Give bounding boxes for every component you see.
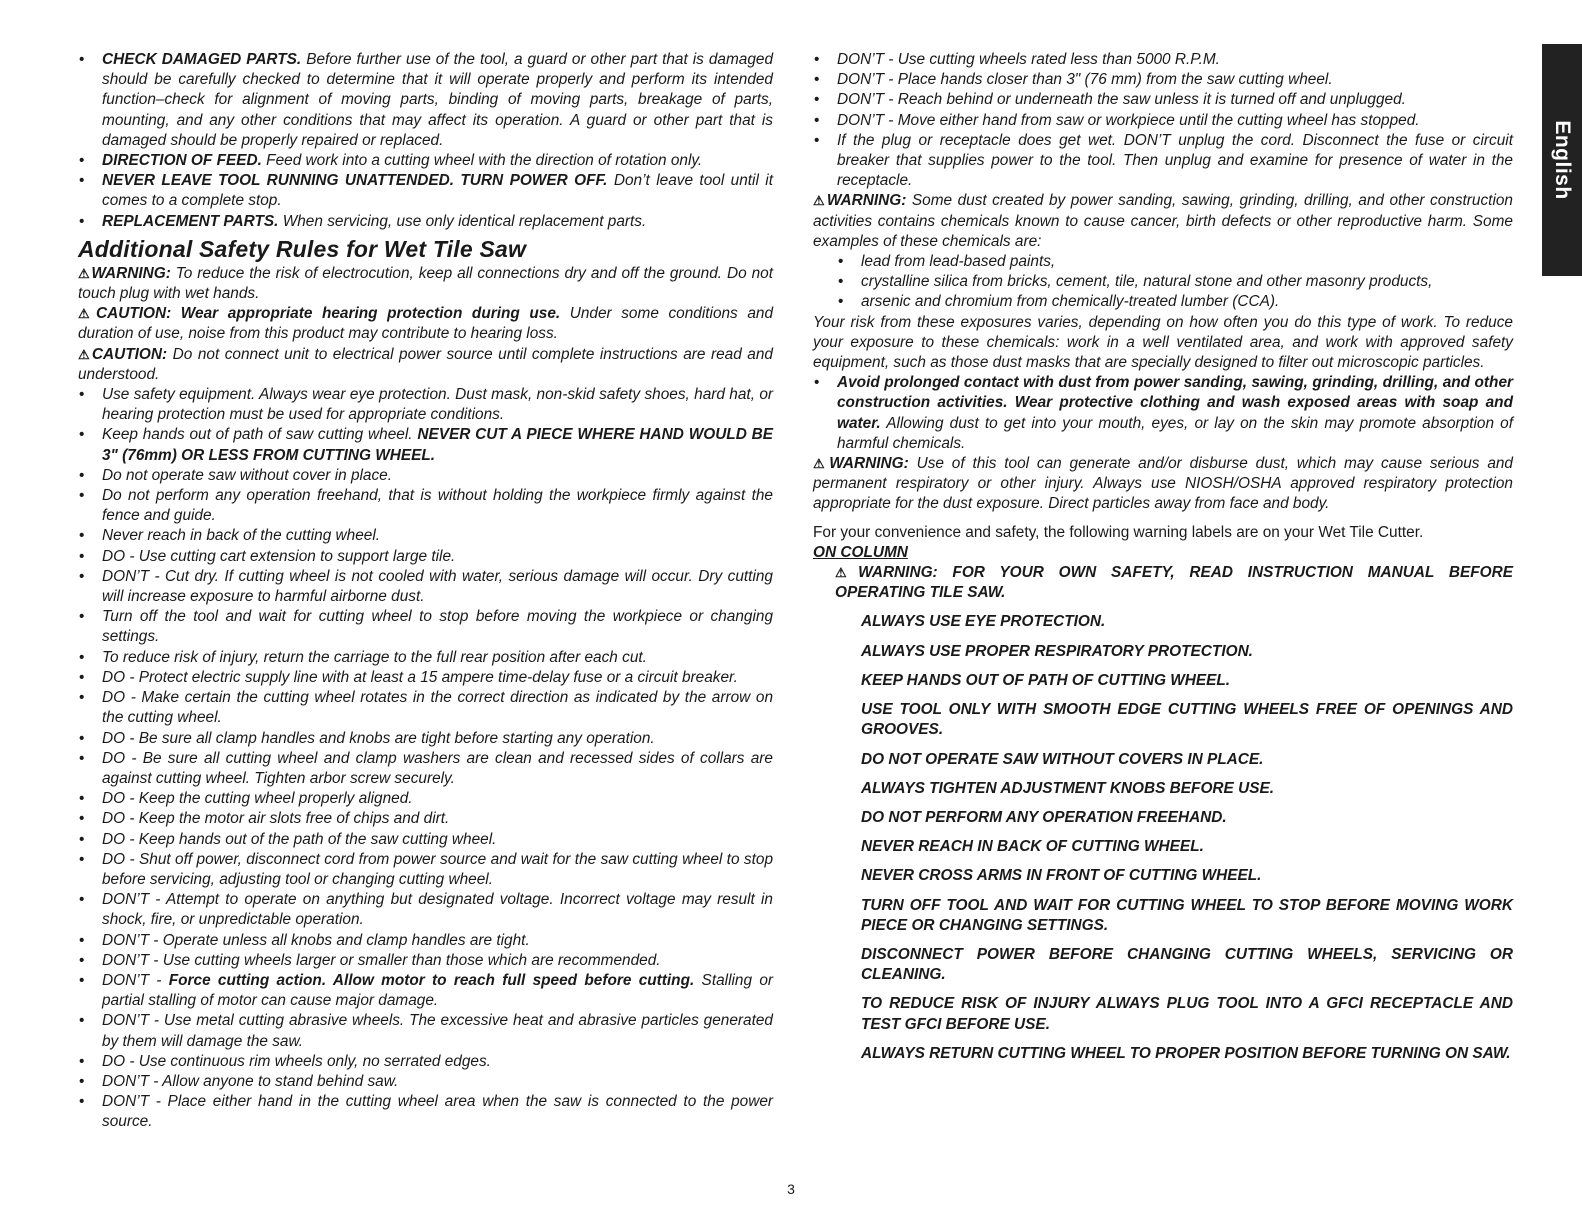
rule-item xyxy=(78,931,773,951)
rule-item xyxy=(78,1011,773,1051)
warning-label: ALWAYS USE EYE PROTECTION. xyxy=(861,613,1106,631)
warning-item xyxy=(78,264,773,304)
rule-item-text: Turn off the tool and wait for cutting wheel to stop before moving the workpiece or changing settings. xyxy=(102,608,773,646)
column-warning: ⚠ WARNING: FOR YOUR OWN SAFETY, READ INSTRUCTION MANUAL BEFORE OPERATING TILE SAW. xyxy=(835,563,1513,603)
intro-item-bold: CHECK DAMAGED PARTS. xyxy=(102,51,302,68)
rule-item xyxy=(78,729,773,749)
rule-item xyxy=(78,850,773,890)
on-column-heading: ON COLUMN xyxy=(813,543,908,561)
right-rules-list xyxy=(813,50,1513,191)
right-rule-item: • DON’T - Move either hand from saw or workpiece until the cutting wheel has stopped. xyxy=(813,111,1513,131)
warning-label: ALWAYS USE PROPER RESPIRATORY PROTECTION. xyxy=(861,642,1253,660)
rule-item xyxy=(78,789,773,809)
warning-item-bold: ⚠ CAUTION: Wear appropriate hearing protection during use. xyxy=(78,305,560,322)
right-rule-item: • If the plug or receptacle does get wet. DON’T unplug the cord. Disconnect the fuse or circuit breaker that supplies power to the tool. Then unplug and examine for presence of water in the receptacle. xyxy=(813,131,1513,192)
rule-item xyxy=(78,668,773,688)
intro-item xyxy=(78,171,773,211)
rule-item xyxy=(78,526,773,546)
rule-item-text: Do not perform any operation freehand, that is without holding the workpiece firmly against the fence and guide. xyxy=(102,487,773,525)
risk-paragraph: Your risk from these exposures varies, depending on how often you do this type of work. To reduce your exposure to these chemicals: work in a well ventilated area, and work with approved safety equipment, such as those dust masks that are specially designed to filter out microscopic particles. xyxy=(813,313,1513,372)
warning-label: TURN OFF TOOL AND WAIT FOR CUTTING WHEEL TO STOP BEFORE MOVING WORK PIECE OR CHANGING SETTINGS. xyxy=(861,896,1513,934)
language-tab: English xyxy=(1542,44,1582,276)
avoid-item: • Avoid prolonged contact with dust from power sanding, sawing, grinding, drilling, and other construction activities. Wear protective clothing and wash exposed areas with soap and water. Allowing dust to get into your mouth, eyes, or lay on the skin may promote absorption of harmful chemicals. xyxy=(813,373,1513,454)
right-rule-item: • DON’T - Place hands closer than 3" (76 mm) from the saw cutting wheel. xyxy=(813,70,1513,90)
chemical-item: • lead from lead-based paints, xyxy=(813,252,1513,272)
left-column xyxy=(78,50,773,1133)
rule-item-text: DON’T - Operate unless all knobs and clamp handles are tight. xyxy=(102,931,530,949)
rule-item xyxy=(78,385,773,425)
right-rule-item: • DON’T - Reach behind or underneath the saw unless it is turned off and unplugged. xyxy=(813,90,1513,110)
rule-item-text: Use safety equipment. Always wear eye protection. Dust mask, non-skid safety shoes, hard hat, or hearing protection must be used for appropriate conditions. xyxy=(102,386,773,424)
warning-label: ALWAYS TIGHTEN ADJUSTMENT KNOBS BEFORE USE. xyxy=(861,779,1275,797)
rule-item-text: DO - Be sure all clamp handles and knobs are tight before starting any operation. xyxy=(102,729,655,747)
convenience-text: For your convenience and safety, the following warning labels are on your Wet Tile Cutter. xyxy=(813,523,1424,541)
warning-label: ALWAYS RETURN CUTTING WHEEL TO PROPER POSITION BEFORE TURNING ON SAW. xyxy=(861,1044,1511,1062)
rule-item xyxy=(78,567,773,607)
rule-item-text: DON’T - Allow anyone to stand behind saw. xyxy=(102,1072,399,1090)
rule-item-text: DON’T - Place either hand in the cutting wheel area when the saw is connected to the power source. xyxy=(102,1093,773,1131)
rule-item-text: DO - Keep the cutting wheel properly aligned. xyxy=(102,790,413,808)
rule-item-after: Stalling or partial stalling of motor can cause major damage. xyxy=(102,971,774,1010)
rule-item xyxy=(78,547,773,567)
warning-item-bold: ⚠ WARNING: xyxy=(78,265,171,282)
rule-item xyxy=(78,809,773,829)
intro-item-text: Don’t leave tool until it comes to a complete stop. xyxy=(102,172,773,210)
rule-item xyxy=(78,890,773,930)
intro-item-text: When servicing, use only identical replacement parts. xyxy=(278,212,647,230)
rule-item-text: DO - Be sure all cutting wheel and clamp washers are clean and recessed sides of collars are against cutting wheel. Tighten arbor screw securely. xyxy=(102,749,773,787)
intro-item-text: Before further use of the tool, a guard or other part that is damaged should be carefully checked to determine that it will operate properly and perform its intended function–check for alignment of moving parts, binding of moving parts, breakage of parts, mounting, and any other conditions that may affect its operation. A guard or other part that is damaged should be properly repaired or replaced. xyxy=(102,51,774,149)
right-rule-item: • DON’T - Use cutting wheels rated less than 5000 R.P.M. xyxy=(813,50,1513,70)
rule-item-text: Keep hands out of path of saw cutting wheel. xyxy=(102,426,418,444)
rule-item xyxy=(78,1092,773,1132)
warning-item-bold: ⚠ CAUTION: xyxy=(78,346,167,363)
warning-label: DO NOT OPERATE SAW WITHOUT COVERS IN PLACE. xyxy=(861,750,1264,768)
warning-label: KEEP HANDS OUT OF PATH OF CUTTING WHEEL. xyxy=(861,671,1231,689)
rule-item-bold: NEVER CUT A PIECE WHERE HAND WOULD BE 3" (76mm) OR LESS FROM CUTTING WHEEL. xyxy=(102,426,774,464)
rule-item-text: DON’T - Cut dry. If cutting wheel is not cooled with water, serious damage will occur. Dry cutting will increase exposure to harmful airborne dust. xyxy=(102,567,773,606)
intro-item-bold: NEVER LEAVE TOOL RUNNING UNATTENDED. TURN POWER OFF. xyxy=(102,172,608,190)
rule-item-text: DO - Protect electric supply line with at least a 15 ampere time-delay fuse or a circuit breaker. xyxy=(102,668,738,686)
warning-item xyxy=(78,345,773,385)
section-heading: Additional Safety Rules for Wet Tile Saw xyxy=(78,235,527,262)
rule-item-text: DON’T - Use metal cutting abrasive wheels. The excessive heat and abrasive particles generated by them will damage the saw. xyxy=(102,1012,773,1050)
rule-item xyxy=(78,607,773,647)
intro-item-bold: DIRECTION OF FEED. xyxy=(102,152,262,170)
intro-item xyxy=(78,212,773,232)
warning-label: DISCONNECT POWER BEFORE CHANGING CUTTING WHEELS, SERVICING OR CLEANING. xyxy=(861,945,1513,984)
chemical-item: • arsenic and chromium from chemically-treated lumber (CCA). xyxy=(813,292,1513,312)
rule-item xyxy=(78,425,773,465)
rule-item xyxy=(78,951,773,971)
dust-warning: ⚠ WARNING: Some dust created by power sanding, sawing, grinding, drilling, and other construction activities contains chemicals known to cause cancer, birth defects or other reproductive harm. Some examples of these chemicals are: xyxy=(813,191,1513,252)
rule-item-text: Never reach in back of the cutting wheel. xyxy=(102,527,381,545)
rule-item xyxy=(78,971,773,1011)
rule-item xyxy=(78,648,773,668)
chemicals-list xyxy=(813,252,1513,313)
rule-item xyxy=(78,466,773,486)
rule-item xyxy=(78,830,773,850)
respiratory-warning: ⚠ WARNING: Use of this tool can generate and/or disburse dust, which may cause serious and permanent respiratory or other injury. Always use NIOSH/OSHA approved respiratory protection appropriate for the dust exposure. Direct particles away from face and body. xyxy=(813,454,1513,515)
warning-label: NEVER CROSS ARMS IN FRONT OF CUTTING WHEEL. xyxy=(861,867,1262,885)
warning-item-text: Under some conditions and duration of use, noise from this product may contribute to hearing loss. xyxy=(78,305,774,343)
intro-item-bold: REPLACEMENT PARTS. xyxy=(102,212,279,230)
rule-item-text: DON’T - Attempt to operate on anything but designated voltage. Incorrect voltage may result in shock, fire, or unpredictable operation. xyxy=(102,891,773,929)
rule-item xyxy=(78,749,773,789)
rule-item xyxy=(78,1072,773,1092)
rule-item-text: DO - Keep hands out of the path of the saw cutting wheel. xyxy=(102,830,497,848)
rules-list xyxy=(78,385,773,1133)
rule-item-text: To reduce risk of injury, return the carriage to the full rear position after each cut. xyxy=(102,648,647,666)
intro-item-text: Feed work into a cutting wheel with the direction of rotation only. xyxy=(261,152,703,170)
warning-label: USE TOOL ONLY WITH SMOOTH EDGE CUTTING WHEELS FREE OF OPENINGS AND GROOVES. xyxy=(861,701,1513,739)
rule-item-text: DO - Keep the motor air slots free of chips and dirt. xyxy=(102,810,450,828)
warning-item xyxy=(78,304,773,344)
rule-item-text: DO - Make certain the cutting wheel rotates in the correct direction as indicated by the arrow on the cutting wheel. xyxy=(102,689,773,727)
chemical-item: • crystalline silica from bricks, cement, tile, natural stone and other masonry products, xyxy=(813,272,1513,292)
rule-item-bold: Force cutting action. Allow motor to reach full speed before cutting. xyxy=(168,971,695,989)
intro-item xyxy=(78,50,773,151)
rule-item-text: DON’T - Use cutting wheels larger or smaller than those which are recommended. xyxy=(102,951,661,969)
warning-label: TO REDUCE RISK OF INJURY ALWAYS PLUG TOOL INTO A GFCI RECEPTACLE AND TEST GFCI BEFORE USE. xyxy=(861,995,1513,1033)
warning-label: NEVER REACH IN BACK OF CUTTING WHEEL. xyxy=(861,838,1204,856)
rule-item xyxy=(78,486,773,526)
rule-item-text: DO - Use cutting cart extension to support large tile. xyxy=(102,547,456,565)
right-column xyxy=(813,50,1513,1073)
rule-item-text: DO - Shut off power, disconnect cord from power source and wait for the saw cutting wheel to stop before servicing, adjusting tool or changing cutting wheel. xyxy=(102,850,773,888)
page-number: 3 xyxy=(787,1181,795,1197)
intro-item xyxy=(78,151,773,171)
rule-item-text: DO - Use continuous rim wheels only, no serrated edges. xyxy=(102,1052,491,1070)
warning-label: DO NOT PERFORM ANY OPERATION FREEHAND. xyxy=(861,808,1227,826)
rule-item xyxy=(78,1052,773,1072)
rule-item-text: Do not operate saw without cover in place. xyxy=(102,466,393,484)
rule-item xyxy=(78,688,773,728)
warning-labels-list xyxy=(813,612,1513,1063)
warning-item-text: Do not connect unit to electrical power source until complete instructions are read and understood. xyxy=(78,345,773,383)
warning-item-text: To reduce the risk of electrocution, keep all connections dry and off the ground. Do not touch plug with wet hands. xyxy=(78,264,773,303)
warning-list xyxy=(78,264,773,385)
rule-item-text: DON’T - xyxy=(102,971,169,989)
intro-list xyxy=(78,50,773,232)
